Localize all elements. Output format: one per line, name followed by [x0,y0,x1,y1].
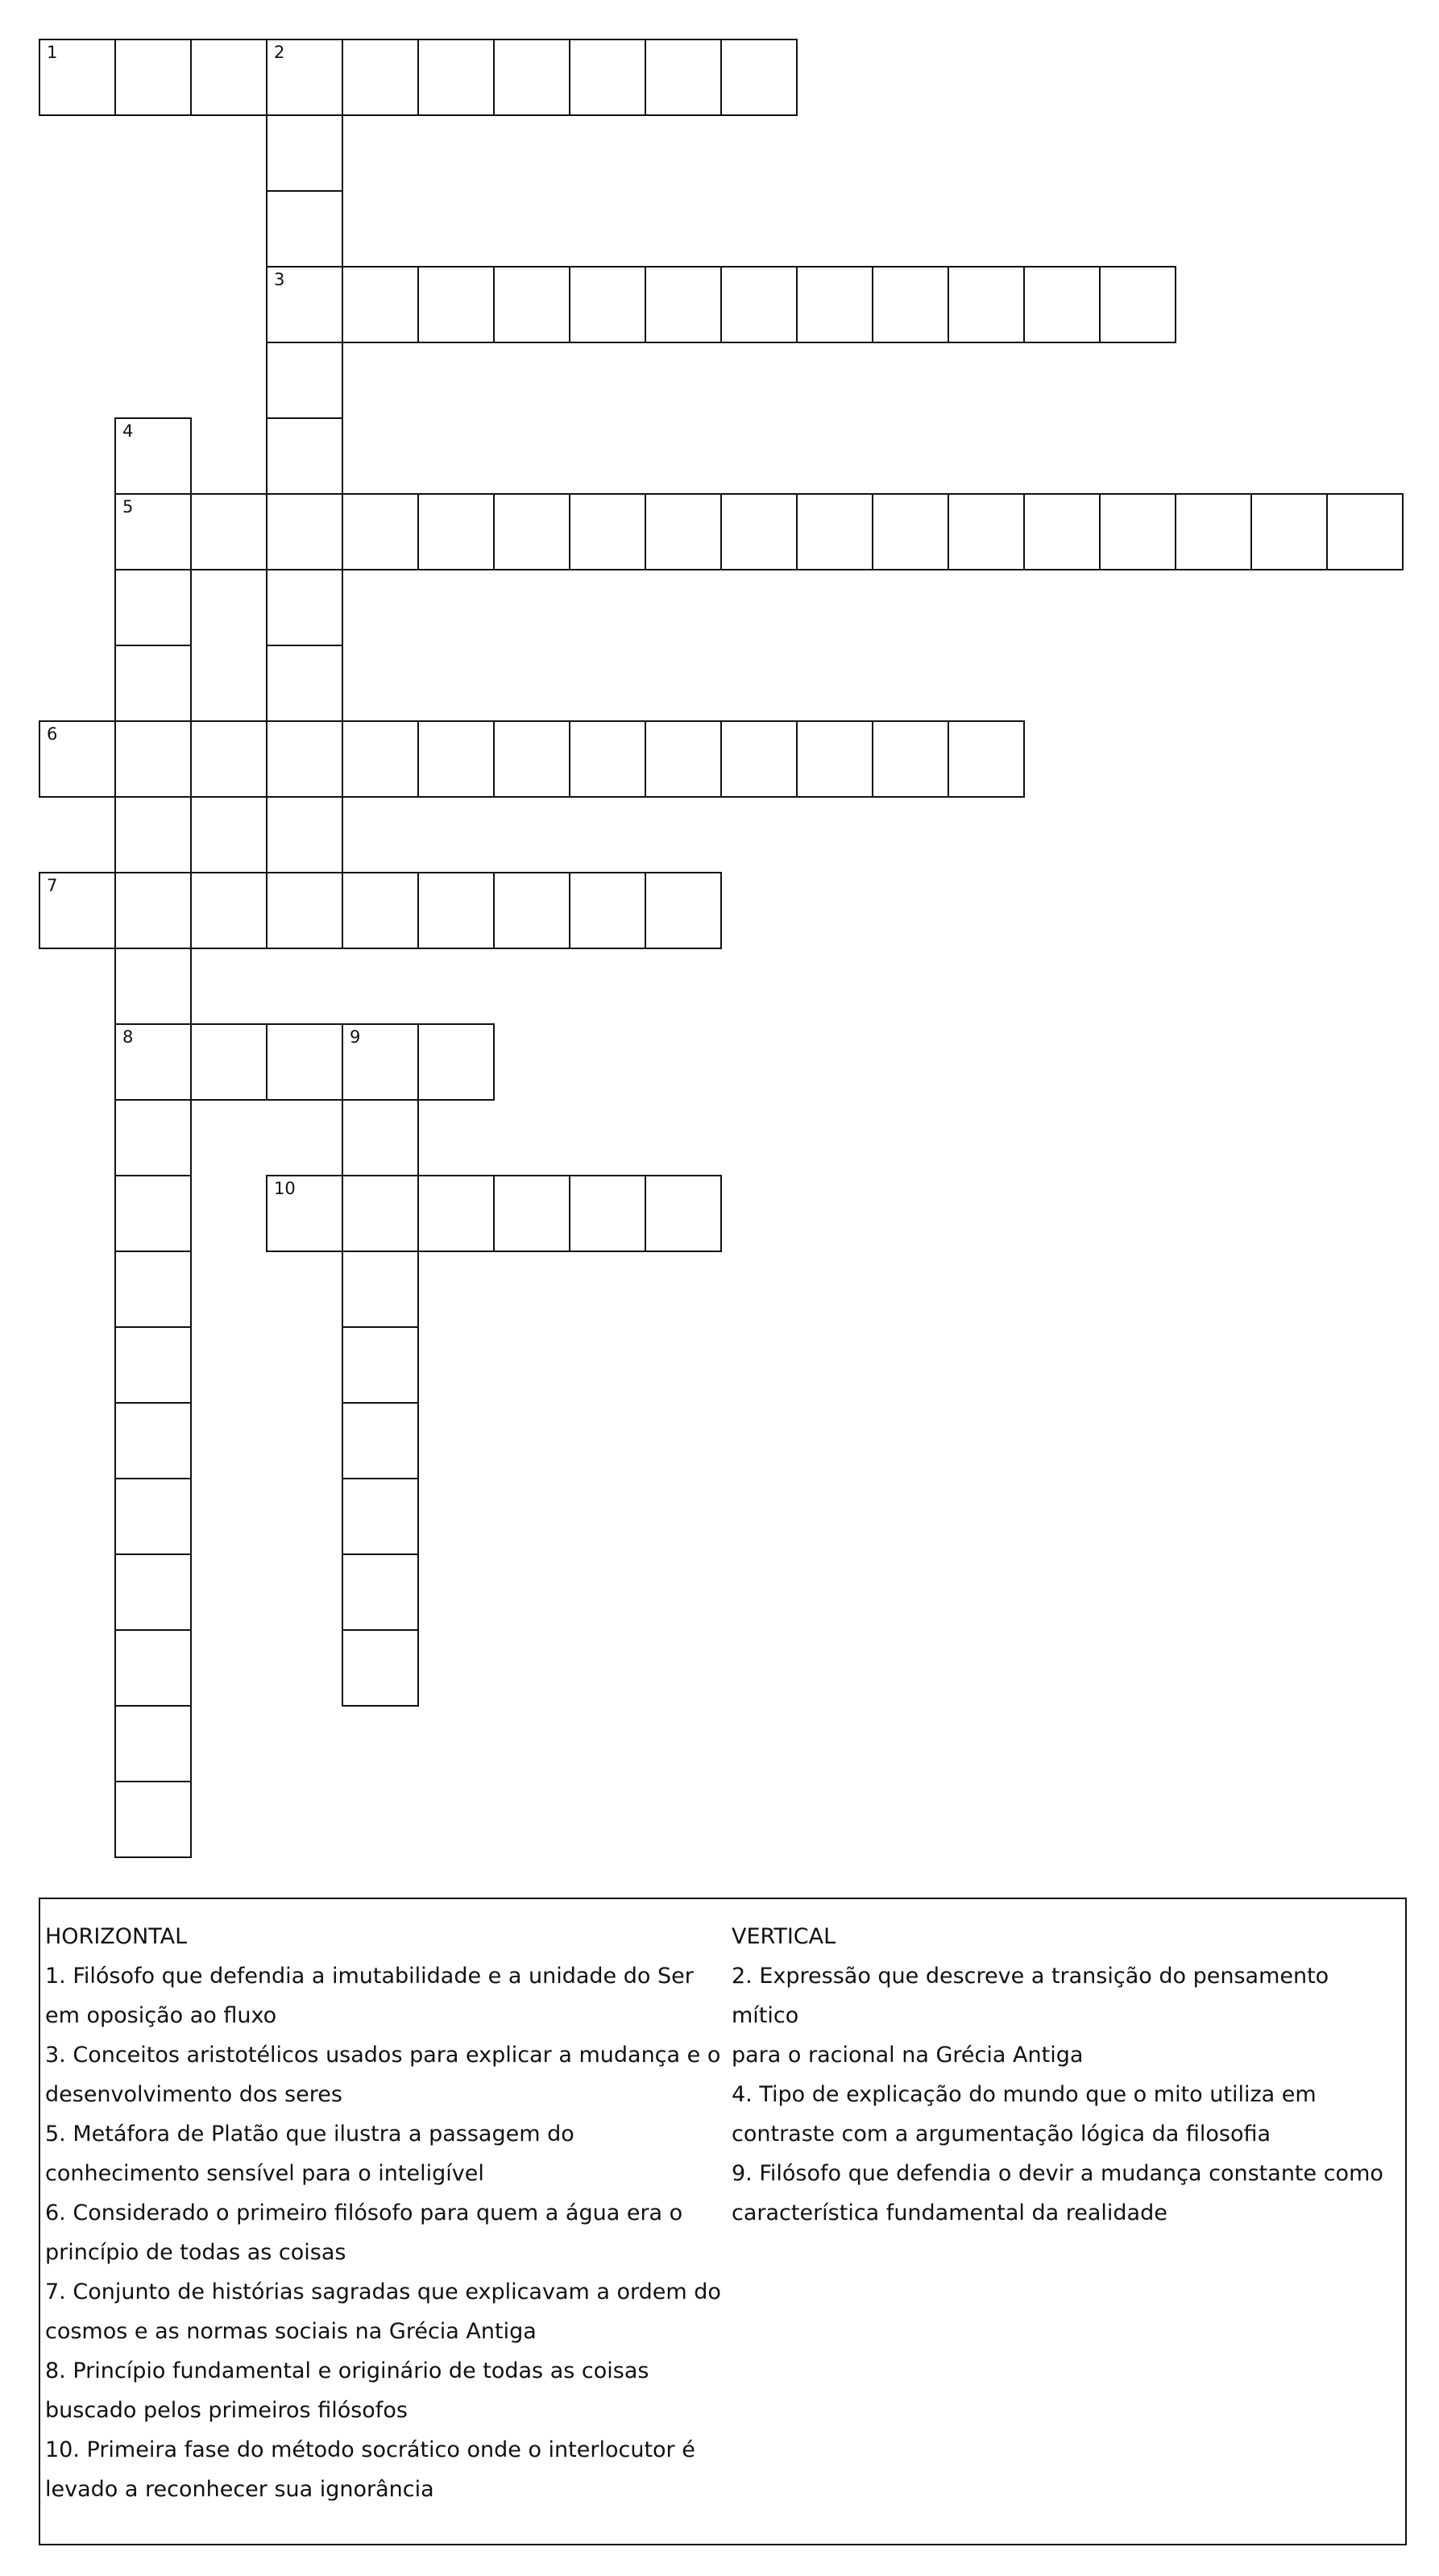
crossword-cell[interactable] [342,1175,419,1252]
crossword-cell[interactable] [1023,266,1101,343]
crossword-cell[interactable] [720,493,798,570]
crossword-cell[interactable] [417,39,495,116]
crossword-cell[interactable] [645,720,722,798]
crossword-cell[interactable] [872,266,949,343]
crossword-cell[interactable] [1326,493,1404,570]
crossword-cell[interactable] [114,948,192,1025]
vertical-title: VERTICAL [732,1924,836,1949]
crossword-cell[interactable] [720,720,798,798]
crossword-cell[interactable] [872,720,949,798]
crossword-cell[interactable] [342,1478,419,1555]
crossword-cell[interactable] [796,493,873,570]
crossword-cell[interactable] [645,872,722,949]
crossword-cell[interactable] [266,266,343,343]
crossword-cell[interactable] [342,266,419,343]
clue-line: 5. Metáfora de Platão que ilustra a passagem do [45,2122,574,2147]
crossword-cell[interactable] [720,39,798,116]
crossword-cell[interactable] [266,190,343,268]
clue-line: contraste com a argumentação lógica da filosofia [732,2122,1271,2147]
crossword-cell[interactable] [342,1099,419,1176]
crossword-cell[interactable] [342,1402,419,1479]
clue-line: 3. Conceitos aristotélicos usados para explicar a mudança e o [45,2043,721,2068]
horizontal-clues [45,1917,727,2509]
crossword-cell[interactable] [114,1553,192,1631]
crossword-cell[interactable] [342,39,419,116]
crossword-cell[interactable] [114,1251,192,1328]
clue-number: 2 [274,43,285,62]
crossword-cell[interactable] [266,872,343,949]
crossword-cell[interactable] [114,1099,192,1176]
crossword-cell[interactable] [342,1553,419,1631]
crossword-cell[interactable] [948,493,1025,570]
crossword-cell[interactable] [1250,493,1328,570]
clue-line: levado a reconhecer sua ignorância [45,2477,434,2502]
crossword-cell[interactable] [569,266,646,343]
crossword-cell[interactable] [872,493,949,570]
clue-number: 6 [47,724,58,744]
crossword-cell[interactable] [114,1402,192,1479]
clue-line: conhecimento sensível para o inteligível [45,2161,484,2186]
clue-line: 2. Expressão que descreve a transição do pensamento mítico [732,1964,1329,2028]
clue-line: 4. Tipo de explicação do mundo que o mito utiliza em [732,2082,1317,2107]
crossword-cell[interactable] [114,1629,192,1707]
clue-line: 6. Considerado o primeiro filósofo para quem a água era o [45,2201,683,2225]
crossword-cell[interactable] [417,1175,495,1252]
crossword-cell[interactable] [569,720,646,798]
clue-number: 4 [122,421,134,441]
crossword-cell[interactable] [190,720,267,798]
crossword-cell[interactable] [266,114,343,192]
crossword-cell[interactable] [645,39,722,116]
crossword-cell[interactable] [493,39,570,116]
crossword-cell[interactable] [645,493,722,570]
crossword-cell[interactable] [493,720,570,798]
clue-number: 8 [122,1027,134,1047]
crossword-cell[interactable] [114,872,192,949]
crossword-cell[interactable] [266,417,343,495]
crossword-cell[interactable] [569,872,646,949]
crossword-cell[interactable] [266,796,343,873]
clue-line: 10. Primeira fase do método socrático onde o interlocutor é [45,2437,695,2462]
crossword-cell[interactable] [1023,493,1101,570]
crossword-cell[interactable] [342,1629,419,1707]
crossword-cell[interactable] [114,645,192,722]
crossword-cell[interactable] [190,1023,267,1101]
crossword-cell[interactable] [114,1023,192,1101]
crossword-cell[interactable] [417,872,495,949]
crossword-cell[interactable] [39,39,116,116]
crossword-cell[interactable] [266,569,343,646]
crossword-cell[interactable] [1099,493,1176,570]
clue-line: para o racional na Grécia Antiga [732,2043,1084,2068]
crossword-cell[interactable] [493,1175,570,1252]
crossword-cell[interactable] [114,493,192,570]
crossword-cell[interactable] [39,720,116,798]
clue-number: 5 [122,497,134,516]
crossword-cell[interactable] [266,645,343,722]
crossword-cell[interactable] [342,493,419,570]
crossword-cell[interactable] [645,1175,722,1252]
crossword-cell[interactable] [114,1175,192,1252]
crossword-cell[interactable] [417,266,495,343]
crossword-cell[interactable] [569,493,646,570]
clue-line: 9. Filósofo que defendia o devir a mudança constante como [732,2161,1383,2186]
crossword-cell[interactable] [342,1251,419,1328]
crossword-cell[interactable] [569,1175,646,1252]
crossword-cell[interactable] [796,720,873,798]
crossword-cell[interactable] [948,720,1025,798]
crossword-cell[interactable] [39,872,116,949]
clue-number: 9 [350,1027,361,1047]
crossword-cell[interactable] [114,569,192,646]
crossword-cell[interactable] [190,39,267,116]
crossword-cell[interactable] [190,493,267,570]
crossword-cell[interactable] [342,720,419,798]
crossword-cell[interactable] [342,1326,419,1404]
crossword-cell[interactable] [493,266,570,343]
crossword-cell[interactable] [948,266,1025,343]
crossword-cell[interactable] [114,417,192,495]
clue-line: princípio de todas as coisas [45,2240,346,2265]
clue-line: desenvolvimento dos seres [45,2082,342,2107]
crossword-cell[interactable] [569,39,646,116]
crossword-cell[interactable] [417,1023,495,1101]
crossword-cell[interactable] [266,39,343,116]
clue-line: cosmos e as normas sociais na Grécia Antiga [45,2319,537,2344]
clue-number: 10 [274,1179,296,1198]
clues-box [39,1898,1407,2545]
clue-line: 7. Conjunto de histórias sagradas que explicavam a ordem do [45,2279,721,2304]
crossword-cell[interactable] [266,342,343,419]
clue-line: buscado pelos primeiros filósofos [45,2398,408,2423]
crossword-cell[interactable] [493,872,570,949]
clue-number: 3 [274,270,285,289]
crossword-cell[interactable] [720,266,798,343]
clue-line: característica fundamental da realidade [732,2201,1167,2225]
crossword-cell[interactable] [493,493,570,570]
crossword-cell[interactable] [266,1023,343,1101]
crossword-cell[interactable] [342,1023,419,1101]
crossword-cell[interactable] [266,493,343,570]
crossword-cell[interactable] [114,1326,192,1404]
crossword-cell[interactable] [114,1705,192,1782]
crossword-cell[interactable] [114,720,192,798]
clue-number: 7 [47,876,58,895]
crossword-cell[interactable] [114,796,192,873]
clue-number: 1 [47,43,58,62]
clue-line: em oposição ao fluxo [45,2003,277,2028]
crossword-cell[interactable] [417,493,495,570]
crossword-cell[interactable] [266,720,343,798]
horizontal-title: HORIZONTAL [45,1924,188,1949]
clue-line: 1. Filósofo que defendia a imutabilidade e a unidade do Ser [45,1964,694,1989]
crossword-cell[interactable] [342,872,419,949]
crossword-cell[interactable] [190,872,267,949]
crossword-cell[interactable] [114,1781,192,1858]
crossword-cell[interactable] [114,1478,192,1555]
crossword-cell[interactable] [1175,493,1252,570]
crossword-cell[interactable] [266,1175,343,1252]
crossword-cell[interactable] [796,266,873,343]
crossword-cell[interactable] [417,720,495,798]
clue-line: 8. Princípio fundamental e originário de todas as coisas [45,2358,649,2383]
crossword-cell[interactable] [1099,266,1176,343]
crossword-cell[interactable] [114,39,192,116]
vertical-clues [732,1917,1400,2233]
crossword-cell[interactable] [645,266,722,343]
